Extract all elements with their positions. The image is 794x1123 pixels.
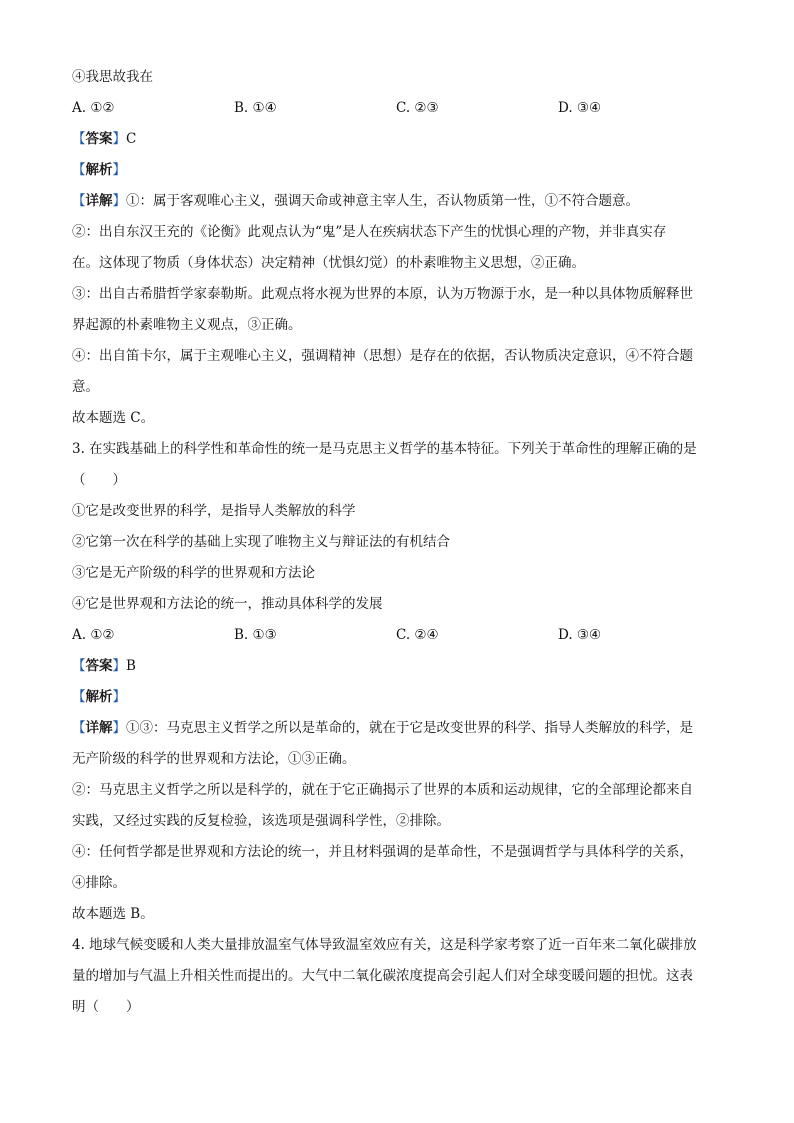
text-line (72, 806, 732, 837)
option-item: C. ②④ (396, 627, 439, 643)
option-item: A. ①② (72, 627, 115, 643)
tag-label: 答案 (85, 131, 113, 147)
line-text: ④排除。 (72, 875, 126, 891)
line-text: 无产阶级的科学的世界观和方法论，①③正确。 (72, 751, 356, 767)
line-text: （ ） (72, 472, 126, 488)
line-text: 3. 在实践基础上的科学性和革命性的统一是马克思主义哲学的基本特征。下列关于革命性的理解正确的是 (72, 441, 697, 457)
line-text: ②：马克思主义哲学之所以是科学的，就在于它正确揭示了世界的本质和运动规律，它的全部理论都来自 (72, 782, 693, 798)
text-line (72, 465, 732, 496)
text-line (72, 589, 732, 620)
line-text: ①：属于客观唯心主义，强调天命或神意主宰人生，否认物质第一性，①不符合题意。 (126, 193, 639, 209)
bracket-close: 】 (112, 689, 126, 705)
tag-label: 详解 (85, 720, 113, 736)
section-tag (72, 162, 126, 178)
text-line (72, 403, 732, 434)
line-text: 界起源的朴素唯物主义观点，③正确。 (72, 317, 302, 333)
line-text: ①③：马克思主义哲学之所以是革命的，就在于它是改变世界的科学、指导人类解放的科学，是 (126, 720, 693, 736)
line-text: ③它是无产阶级的科学的世界观和方法论 (72, 565, 315, 581)
line-text: B (126, 658, 136, 674)
bracket-close: 】 (112, 658, 126, 674)
line-text: 意。 (72, 379, 99, 395)
section-tag (72, 689, 126, 705)
line-text: 明（ ） (72, 999, 140, 1015)
document-page (72, 62, 732, 1023)
bracket-open: 【 (72, 131, 86, 147)
bracket-open: 【 (72, 689, 86, 705)
answer-line (72, 651, 732, 682)
text-line (72, 868, 732, 899)
line-text: ①它是改变世界的科学，是指导人类解放的科学 (72, 503, 356, 519)
bracket-open: 【 (72, 720, 86, 736)
option-item: B. ①④ (234, 100, 277, 116)
text-line (72, 744, 732, 775)
analysis-heading (72, 682, 732, 713)
section-tag (72, 658, 126, 674)
answer-options (72, 620, 732, 651)
line-text: 故本题选 C。 (72, 410, 155, 426)
bracket-close: 】 (112, 162, 126, 178)
text-line (72, 899, 732, 930)
section-tag (72, 720, 126, 736)
text-line (72, 62, 732, 93)
line-text: ②：出自东汉王充的《论衡》此观点认为“鬼”是人在疾病状态下产生的忧惧心理的产物，并非真实存 (72, 224, 667, 240)
text-line (72, 434, 732, 465)
bracket-open: 【 (72, 658, 86, 674)
option-item: D. ③④ (558, 100, 602, 116)
bracket-close: 】 (112, 720, 126, 736)
text-line (72, 341, 732, 372)
line-text: 故本题选 B。 (72, 906, 154, 922)
text-line (72, 961, 732, 992)
analysis-heading (72, 155, 732, 186)
line-text: 4. 地球气候变暖和人类大量排放温室气体导致温室效应有关，这是科学家考察了近一百年来二氧化碳排放 (72, 937, 697, 953)
tag-label: 解析 (85, 689, 113, 705)
line-text: 在。这体现了物质（身体状态）决定精神（忧惧幻觉）的朴素唯物主义思想，②正确。 (72, 255, 585, 271)
line-text: ④我思故我在 (72, 69, 153, 85)
line-text: ④：出自笛卡尔，属于主观唯心主义，强调精神（思想）是存在的依据，否认物质决定意识，④不符合题 (72, 348, 693, 364)
line-text: 实践，又经过实践的反复检验，该选项是强调科学性，②排除。 (72, 813, 450, 829)
answer-options (72, 93, 732, 124)
text-line (72, 217, 732, 248)
text-line (72, 558, 732, 589)
line-text: ④：任何哲学都是世界观和方法论的统一，并且材料强调的是革命性，不是强调哲学与具体科学的关系， (72, 844, 693, 860)
answer-line (72, 124, 732, 155)
bracket-close: 】 (112, 131, 126, 147)
tag-label: 解析 (85, 162, 113, 178)
text-line (72, 248, 732, 279)
option-item: A. ①② (72, 100, 115, 116)
tag-label: 详解 (85, 193, 113, 209)
text-line (72, 496, 732, 527)
section-tag (72, 193, 126, 209)
option-item: B. ①③ (234, 627, 277, 643)
detail-line (72, 713, 732, 744)
text-line (72, 992, 732, 1023)
line-text: 量的增加与气温上升相关性而提出的。大气中二氧化碳浓度提高会引起人们对全球变暖问题的担忧。这表 (72, 968, 693, 984)
text-line (72, 837, 732, 868)
text-line (72, 930, 732, 961)
line-text: C (126, 131, 137, 147)
text-line (72, 279, 732, 310)
line-text: ④它是世界观和方法论的统一，推动具体科学的发展 (72, 596, 383, 612)
line-text: ③：出自古希腊哲学家泰勒斯。此观点将水视为世界的本原，认为万物源于水，是一种以具体物质解释世 (72, 286, 693, 302)
text-line (72, 527, 732, 558)
text-line (72, 775, 732, 806)
option-item: D. ③④ (558, 627, 602, 643)
text-line (72, 310, 732, 341)
detail-line (72, 186, 732, 217)
bracket-open: 【 (72, 162, 86, 178)
bracket-open: 【 (72, 193, 86, 209)
line-text: ②它第一次在科学的基础上实现了唯物主义与辩证法的有机结合 (72, 534, 450, 550)
tag-label: 答案 (85, 658, 113, 674)
option-item: C. ②③ (396, 100, 439, 116)
section-tag (72, 131, 126, 147)
bracket-close: 】 (112, 193, 126, 209)
text-line (72, 372, 732, 403)
